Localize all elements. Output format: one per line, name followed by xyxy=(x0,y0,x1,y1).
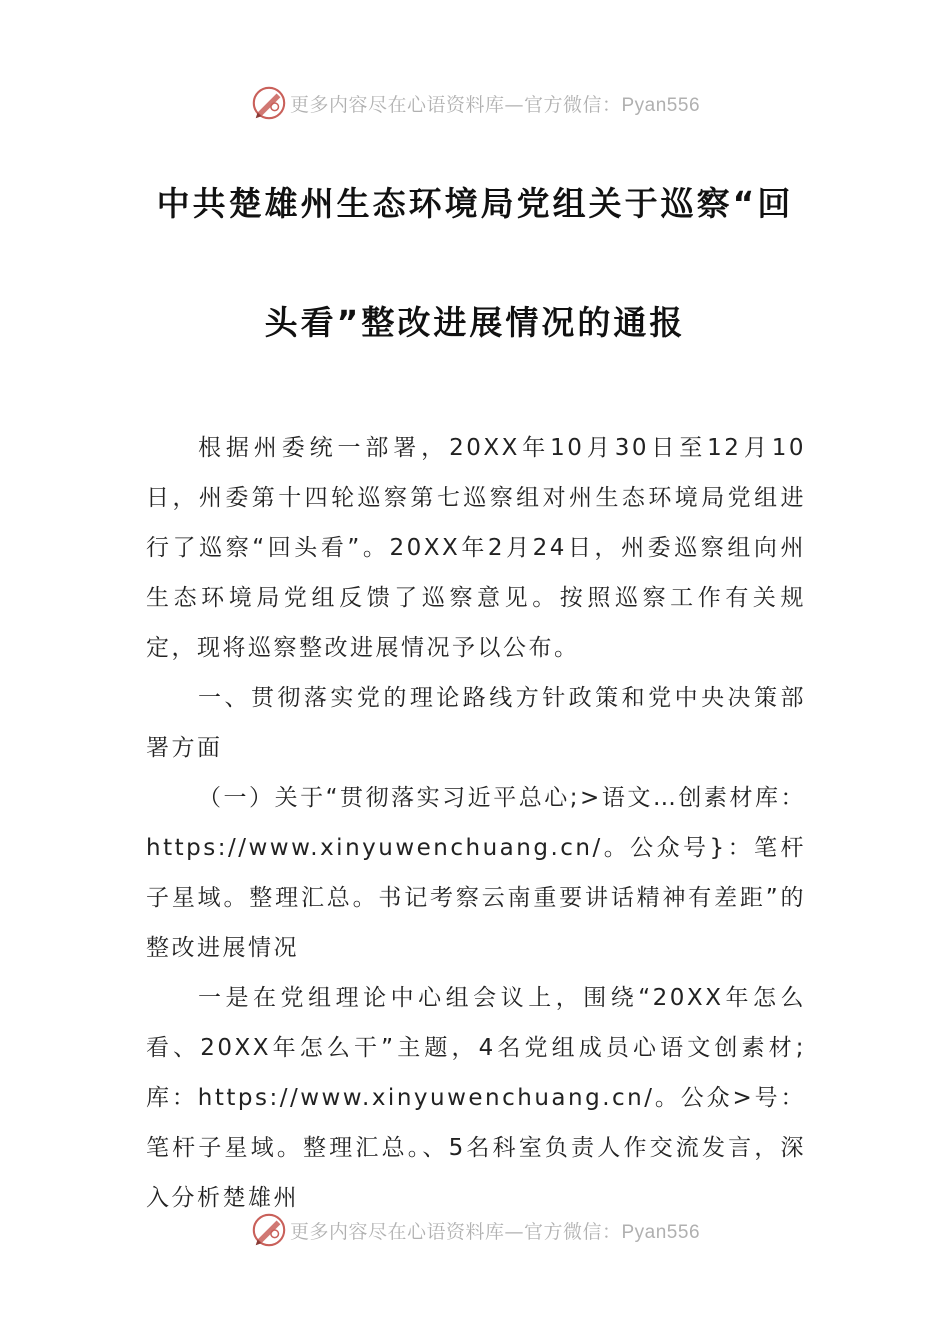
banner-text: 更多内容尽在心语资料库—官方微信：Pyan556 xyxy=(289,1220,701,1243)
document-title-line-2: 头看”整改进展情况的通报 xyxy=(264,303,686,342)
paragraph-subsection-heading: （一）关于“贯彻落实习近平总心;>语文…创素材库：https://www.xinyuwenchuang.cn/。公众号}：笔杆子星域。整理汇总。书记考察云南重要讲话精神有差距”的整改进展情况 xyxy=(146,785,806,961)
paragraph-measure-1: 一是在党组理论中心组会议上，围绕“20XX年怎么看、20XX年怎么干”主题，4名党组成员心语文创素材;库：https://www.xinyuwenchuang.cn/。公众>号：笔杆子星域。整理汇总。、5名科室负责人作交流发言，深入分析楚雄州 xyxy=(146,985,806,1211)
banner-text: 更多内容尽在心语资料库—官方微信：Pyan556 xyxy=(289,93,701,116)
header-watermark-banner xyxy=(0,83,950,123)
paragraph-section-heading: 一、贯彻落实党的理论路线方针政策和党中央决策部署方面 xyxy=(146,685,806,761)
pen-logo-icon xyxy=(250,84,288,122)
pen-logo-icon xyxy=(250,1211,288,1249)
paragraph-intro: 根据州委统一部署，20XX年10月30日至12月10日，州委第十四轮巡察第七巡察组对州生态环境局党组进行了巡察“回头看”。20XX年2月24日，州委巡察组向州生态环境局党组反馈了巡察意见。按照巡察工作有关规定，现将巡察整改进展情况予以公布。 xyxy=(146,435,806,661)
wechat-id: Pyan556 xyxy=(621,94,701,116)
document-body xyxy=(146,423,806,1223)
footer-watermark-banner xyxy=(0,1210,950,1250)
wechat-id: Pyan556 xyxy=(621,1221,701,1243)
document-title-line-1: 中共楚雄州生态环境局党组关于巡察“回 xyxy=(156,184,794,223)
